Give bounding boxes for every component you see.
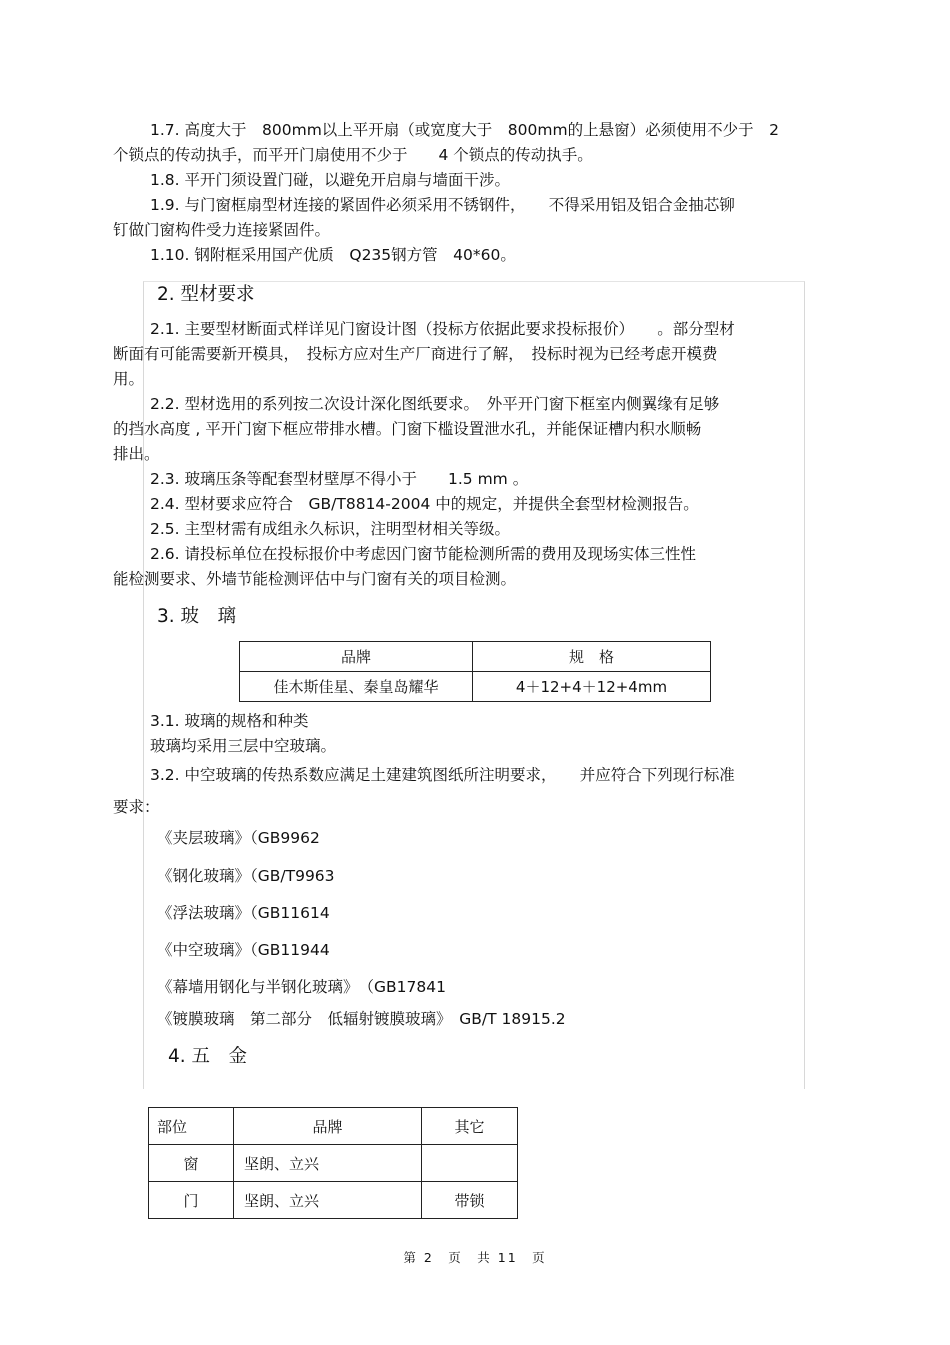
paragraph-1-8: 1.8. 平开门须设置门碰，以避免开启扇与墙面干涉。	[150, 171, 511, 189]
paragraph-1-9: 1.9. 与门窗框扇型材连接的紧固件必须采用不锈钢件， 不得采用铝及铝合金抽芯铆	[150, 196, 735, 214]
section-4-heading: 4. 五 金	[168, 1046, 248, 1067]
table-header-cell: 品牌	[234, 1108, 422, 1145]
table-header-cell: 品牌	[240, 642, 473, 672]
paragraph-3-2: 3.2. 中空玻璃的传热系数应满足土建建筑图纸所注明要求， 并应符合下列现行标准	[150, 766, 735, 784]
paragraph-3-1-body: 玻璃均采用三层中空玻璃。	[150, 737, 337, 755]
paragraph-2-3: 2.3. 玻璃压条等配套型材壁厚不得小于 1.5 mm 。	[150, 470, 529, 488]
paragraph-3-2-cont: 要求：	[113, 798, 160, 816]
table-cell: 坚朗、立兴	[234, 1182, 422, 1219]
paragraph-2-2-cont2: 排出。	[113, 445, 160, 463]
hardware-table	[148, 1107, 518, 1219]
table-header-cell: 规 格	[473, 642, 711, 672]
paragraph-2-1-cont: 断面有可能需要新开模具， 投标方应对生产厂商进行了解， 投标时视为已经考虑开模费	[113, 345, 718, 363]
table-row	[149, 1145, 518, 1182]
table-row	[240, 672, 711, 702]
paragraph-1-7-cont: 个锁点的传动执手，而平开门扇使用不少于 4 个锁点的传动执手。	[113, 146, 593, 164]
table-cell: 窗	[149, 1145, 234, 1182]
paragraph-2-2-cont: 的挡水高度 , 平开门窗下框应带排水槽。门窗下槛设置泄水孔，并能保证槽内积水顺畅	[113, 420, 702, 438]
page-footer: 第 2 页 共 11 页	[403, 1250, 547, 1265]
standard-item: 《钢化玻璃》（GB/T9963	[157, 867, 335, 885]
paragraph-2-2: 2.2. 型材选用的系列按二次设计深化图纸要求。 外平开门窗下框室内侧翼缘有足够	[150, 395, 720, 413]
table-header-cell: 部位	[149, 1108, 234, 1145]
standard-item: 《幕墙用钢化与半钢化玻璃》 （GB17841	[157, 978, 446, 996]
paragraph-1-10: 1.10. 钢附框采用国产优质 Q235钢方管 40*60。	[150, 246, 516, 264]
table-cell	[422, 1145, 518, 1182]
paragraph-1-9-cont: 钉做门窗构件受力连接紧固件。	[113, 221, 331, 239]
table-header-row	[149, 1108, 518, 1145]
paragraph-2-4: 2.4. 型材要求应符合 GB/T8814-2004 中的规定，并提供全套型材检测报告。	[150, 495, 699, 513]
glass-table	[239, 641, 711, 702]
standard-item: 《浮法玻璃》（GB11614	[157, 904, 330, 922]
section-3-heading: 3. 玻 璃	[157, 606, 237, 627]
section-2-heading: 2. 型材要求	[157, 284, 255, 305]
table-cell: 门	[149, 1182, 234, 1219]
paragraph-2-6-cont: 能检测要求、外墙节能检测评估中与门窗有关的项目检测。	[113, 570, 517, 588]
table-cell: 坚朗、立兴	[234, 1145, 422, 1182]
table-header-row	[240, 642, 711, 672]
paragraph-2-6: 2.6. 请投标单位在投标报价中考虑因门窗节能检测所需的费用及现场实体三性性	[150, 545, 697, 563]
table-cell: 带锁	[422, 1182, 518, 1219]
table-header-cell: 其它	[422, 1108, 518, 1145]
paragraph-1-7: 1.7. 高度大于 800mm以上平开扇（或宽度大于 800mm的上悬窗）必须使用不少于 2	[150, 121, 779, 139]
table-row	[149, 1182, 518, 1219]
paragraph-2-1: 2.1. 主要型材断面式样详见门窗设计图（投标方依据此要求投标报价） 。部分型材	[150, 320, 735, 338]
table-cell: 4＋12+4＋12+4mm	[473, 672, 711, 702]
paragraph-2-1-cont2: 用。	[113, 370, 145, 388]
standard-item: 《夹层玻璃》（GB9962	[157, 829, 320, 847]
table-cell: 佳木斯佳星、秦皇岛耀华	[240, 672, 473, 702]
paragraph-2-5: 2.5. 主型材需有成组永久标识，注明型材相关等级。	[150, 520, 511, 538]
standard-item: 《镀膜玻璃 第二部分 低辐射镀膜玻璃》 GB/T 18915.2	[157, 1010, 566, 1028]
standard-item: 《中空玻璃》（GB11944	[157, 941, 330, 959]
paragraph-3-1: 3.1. 玻璃的规格和种类	[150, 712, 309, 730]
